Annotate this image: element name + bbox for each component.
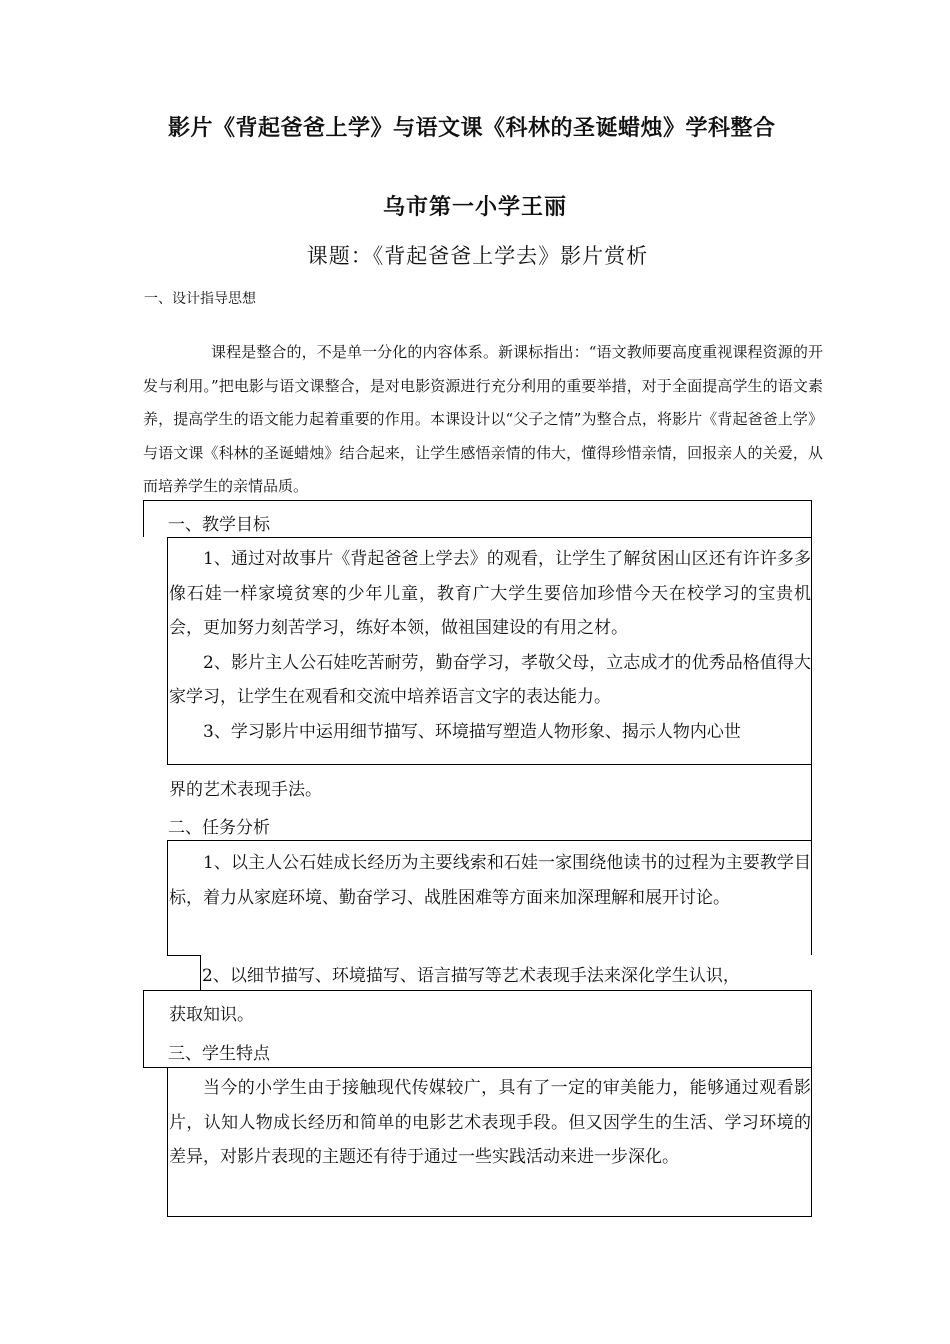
goals-heading: 一、教学目标 [168, 515, 270, 535]
design-heading: 一、设计指导思想 [144, 291, 256, 307]
document-title: 影片《背起爸爸上学》与语文课《科林的圣诞蜡烛》学科整合 [168, 116, 776, 141]
goals-item-1: 1、通过对故事片《背起爸爸上学去》的观看，让学生了解贫困山区还有许许多多像石娃一样家境贫寒的少年儿童，教育广大学生要倍加珍惜今天在校学习的宝贵机会，更加努力刻苦学习，练好本领，做祖国建设的有用之材。 [169, 549, 811, 638]
goals-item-3a: 3、学习影片中运用细节描写、环境描写塑造人物形象、揭示人物内心世 [203, 721, 741, 742]
tasks-cell [169, 846, 811, 915]
design-paragraph [143, 336, 823, 504]
students-cell [169, 1071, 811, 1175]
tasks-item-2b: 获取知识。 [169, 1005, 254, 1025]
design-paragraph-text: 课程是整合的，不是单一分化的内容体系。新课标指出：“语文教师要高度重视课程资源的开发与利用。”把电影与语文课整合，是对电影资源进行充分利用的重要举措，对于全面提高学生的语文素养，提高学生的语文能力起着重要的作用。本课设计以“父子之情”为整合点，将影片《背起爸爸上学》与语文课《科林的圣诞蜡烛》结合起来，让学生感悟亲情的伟大，懂得珍惜亲情，回报亲人的关爱，从而培养学生的亲情品质。 [143, 343, 823, 495]
goals-cell [169, 542, 811, 749]
tasks-item-1: 1、以主人公石娃成长经历为主要线索和石娃一家围绕他读书的过程为主要教学目标，着力从家庭环境、勤奋学习、战胜困难等方面来加深理解和展开讨论。 [169, 853, 811, 908]
tasks-heading: 二、任务分析 [168, 818, 270, 838]
students-paragraph: 当今的小学生由于接触现代传媒较广，具有了一定的审美能力，能够通过观看影片，认知人物成长经历和简单的电影艺术表现手段。但又因学生的生活、学习环境的差异，对影片表现的主题还有待于通过一些实践活动来进一步深化。 [169, 1078, 811, 1167]
students-heading: 三、学生特点 [168, 1044, 270, 1064]
author-line: 乌市第一小学王丽 [382, 195, 567, 220]
goals-item-2: 2、影片主人公石娃吃苦耐劳，勤奋学习，孝敬父母，立志成才的优秀品格值得大家学习，让学生在观看和交流中培养语言文字的表达能力。 [169, 652, 811, 707]
goals-item-3b: 界的艺术表现手法。 [169, 780, 322, 800]
tasks-item-2a: 2、以细节描写、环境描写、语言描写等艺术表现手法来深化学生认识， [202, 966, 740, 986]
lesson-subject: 课题：《背起爸爸上学去》影片赏析 [306, 244, 649, 268]
